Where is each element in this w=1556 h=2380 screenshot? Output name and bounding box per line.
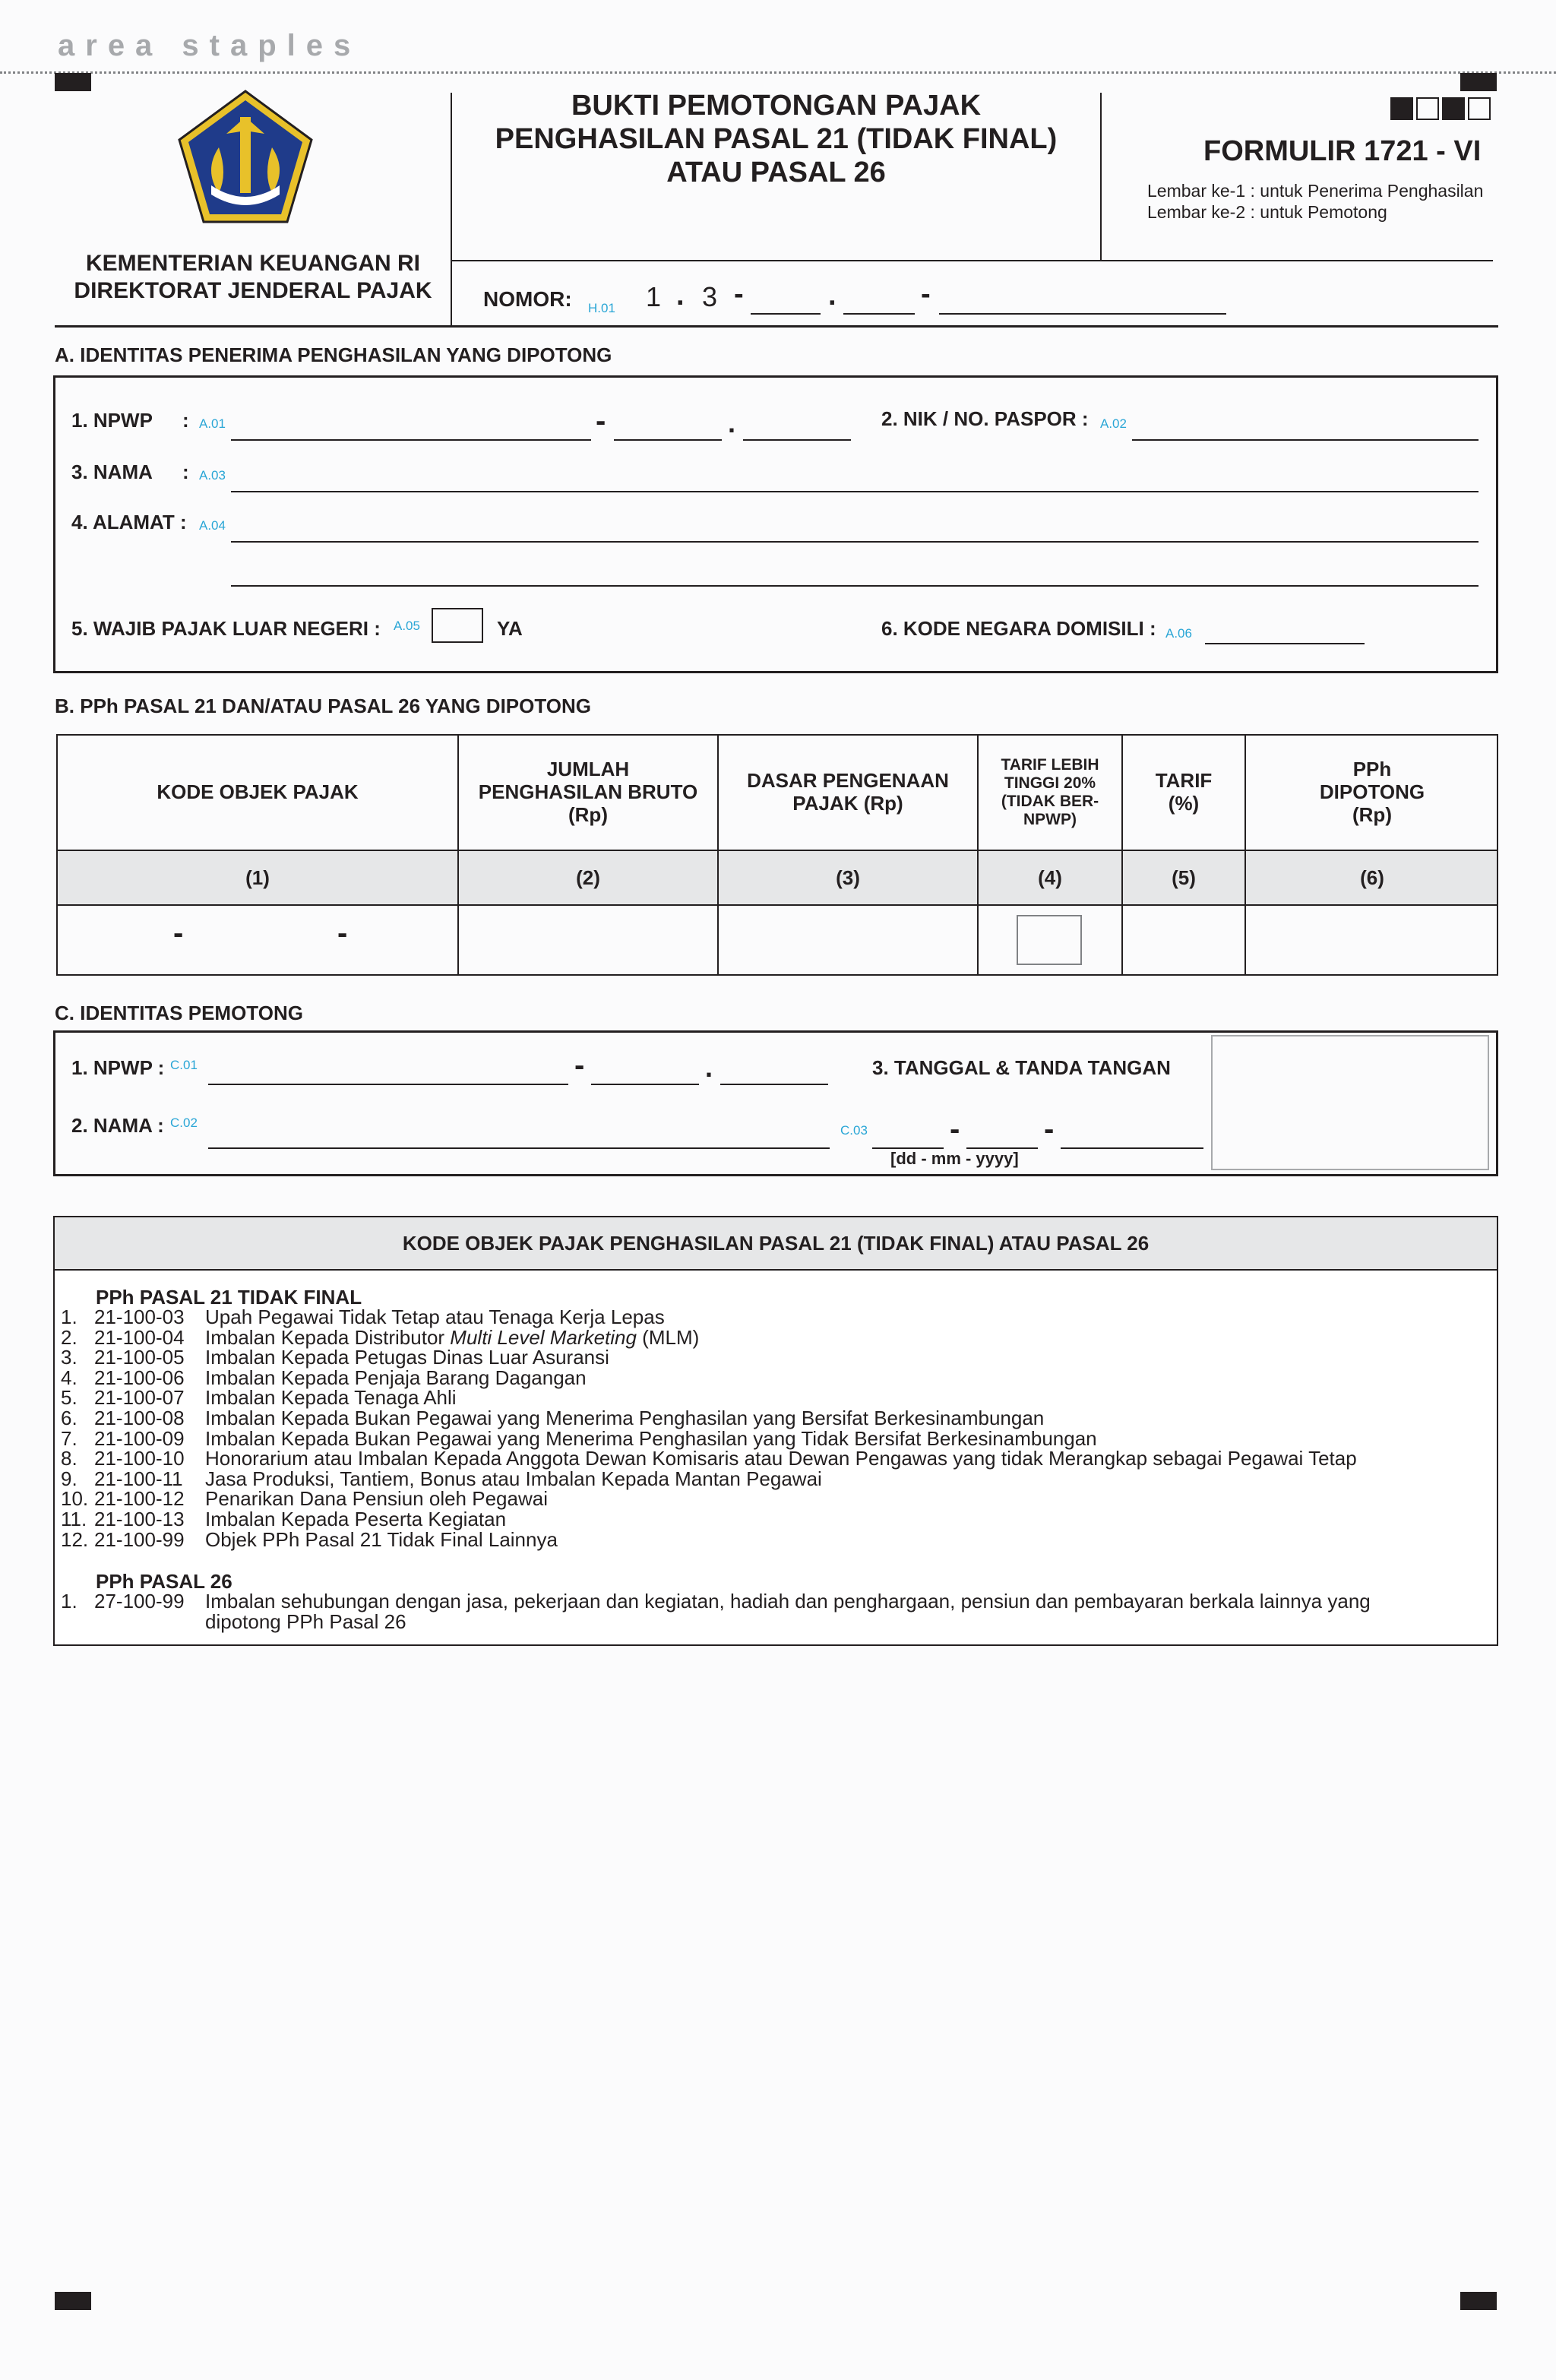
kode-objek-row-no: 4.	[61, 1366, 77, 1389]
kode-objek-row-code: 21-100-08	[94, 1407, 185, 1429]
form-title-line3: ATAU PASAL 26	[666, 157, 886, 188]
sheet-note-2: Lembar ke-2 : untuk Pemotong	[1147, 202, 1387, 222]
header-divider-right	[1100, 93, 1102, 261]
nomor-field-1[interactable]	[751, 313, 821, 315]
kode-objek-row-no: 5.	[61, 1386, 77, 1410]
registration-mark-bottom-left	[55, 2292, 91, 2310]
kode-objek-row-no: 2.	[61, 1325, 77, 1349]
col-number-5: (5)	[1172, 866, 1196, 889]
kode-objek-row-desc: Imbalan Kepada Bukan Pegawai yang Menerima Penghasilan yang Bersifat Berkesinambungan	[205, 1407, 1045, 1429]
tanggal-code: C.03	[840, 1123, 868, 1138]
org-name-line2: DIREKTORAT JENDERAL PAJAK	[74, 278, 432, 303]
npwp-field-3[interactable]	[743, 439, 851, 441]
kode-negara-label: 6. KODE NEGARA DOMISILI :	[881, 617, 1156, 640]
kode-objek-row-code: 21-100-06	[94, 1366, 185, 1389]
group2-title: PPh PASAL 26	[96, 1570, 232, 1593]
col-header-tarif: TARIF (%)	[1155, 769, 1213, 815]
kode-objek-row-code: 21-100-05	[94, 1346, 185, 1369]
registration-mark-top-right	[1460, 73, 1497, 91]
col-header-tarif-lebih-tinggi: TARIF LEBIH TINGGI 20% (TIDAK BER-NPWP)	[1001, 755, 1099, 829]
col-number-4: (4)	[1038, 866, 1062, 889]
npwp-field-1[interactable]	[231, 439, 591, 441]
kode-negara-field[interactable]	[1205, 643, 1365, 644]
section-a-title: A. IDENTITAS PENERIMA PENGHASILAN YANG DIPOTONG	[55, 343, 612, 366]
registration-mark-top-left	[55, 73, 91, 91]
wpln-code: A.05	[394, 619, 420, 633]
col-header-penghasilan-bruto: JUMLAH PENGHASILAN BRUTO (Rp)	[478, 758, 698, 826]
kode-objek-row-no: 9.	[61, 1467, 77, 1490]
kode-objek-row-desc: Imbalan Kepada Bukan Pegawai yang Menerima Penghasilan yang Tidak Bersifat Berkesinambungan	[205, 1426, 1097, 1450]
kode-objek-row-desc: Penarikan Dana Pensiun oleh Pegawai	[205, 1487, 548, 1511]
nomor-dot: .	[676, 280, 685, 312]
kode-objek-row-desc: Imbalan Kepada Petugas Dinas Luar Asuransi	[205, 1346, 609, 1369]
kode-objek-row-desc: Imbalan Kepada Peserta Kegiatan	[205, 1508, 507, 1530]
pemotong-npwp-dash: -	[574, 1049, 585, 1082]
kode-objek-row-no: 6.	[61, 1407, 77, 1429]
npwp-colon: :	[182, 409, 189, 432]
group1-title: PPh PASAL 21 TIDAK FINAL	[96, 1286, 362, 1309]
kode-objek-row-no: 10.	[61, 1487, 89, 1511]
col-header-kode-objek: KODE OBJEK PAJAK	[157, 780, 359, 804]
nama-label: 3. NAMA	[71, 460, 153, 483]
col-header-pph-dipotong: PPh DIPOTONG (Rp)	[1319, 758, 1425, 826]
kode-objek-row-desc: Upah Pegawai Tidak Tetap atau Tenaga Kerja Lepas	[205, 1306, 665, 1328]
nomor-field-3[interactable]	[939, 313, 1226, 315]
tanggal-label: 3. TANGGAL & TANDA TANGAN	[872, 1056, 1171, 1079]
kode-objek-row-code: 21-100-04	[94, 1325, 185, 1349]
nomor-dash-2: -	[921, 278, 931, 310]
date-format-hint: [dd - mm - yyyy]	[890, 1149, 1019, 1168]
group2-row-no: 1.	[61, 1590, 77, 1613]
kode-objek-row-desc: Objek PPh Pasal 21 Tidak Final Lainnya	[205, 1527, 558, 1551]
group2-row-desc-line1: Imbalan sehubungan dengan jasa, pekerjaan dan kegiatan, hadiah dan penghargaan, pensiun dan pembayaran berkala lainnya yang	[205, 1590, 1371, 1613]
pemotong-npwp-field-2[interactable]	[591, 1084, 699, 1085]
form-title-line2: PENGHASILAN PASAL 21 (TIDAK FINAL)	[495, 123, 1058, 155]
nomor-field-2[interactable]	[843, 313, 915, 315]
pemotong-npwp-code: C.01	[170, 1058, 198, 1072]
nomor-dot-2: .	[828, 280, 837, 312]
pemotong-nama-field[interactable]	[208, 1147, 830, 1149]
kode-objek-row-desc: Imbalan Kepada Penjaja Barang Dagangan	[205, 1366, 587, 1389]
sheet-indicator-squares	[1390, 97, 1491, 120]
kode-objek-legend-title: KODE OBJEK PAJAK PENGHASILAN PASAL 21 (TIDAK FINAL) ATAU PASAL 26	[402, 1231, 1150, 1255]
alamat-field-line1[interactable]	[231, 541, 1479, 543]
kode-objek-row-code: 21-100-13	[94, 1508, 185, 1530]
kode-objek-input[interactable]	[61, 907, 456, 974]
alamat-code: A.04	[199, 518, 226, 533]
tarif-input[interactable]	[1124, 907, 1243, 974]
org-name-line1: KEMENTERIAN KEUANGAN RI	[85, 251, 420, 276]
kode-objek-row-no: 3.	[61, 1346, 77, 1369]
col-number-2: (2)	[576, 866, 600, 889]
nomor-prefix-2: 3	[702, 281, 718, 312]
nomor-prefix-1: 1	[646, 281, 662, 312]
wpln-ya-label: YA	[497, 617, 523, 640]
npwp-dot: .	[728, 407, 736, 438]
kode-objek-row-desc: Imbalan Kepada Tenaga Ahli	[205, 1386, 457, 1410]
staples-label: area staples	[58, 29, 362, 62]
kode-objek-row-desc: Honorarium atau Imbalan Kepada Anggota Dewan Komisaris atau Dewan Pengawas yang tidak Merangkap sebagai Pegawai Tetap	[205, 1447, 1357, 1470]
nik-code: A.02	[1100, 416, 1127, 431]
col-number-6: (6)	[1360, 866, 1384, 889]
form-title-line1: BUKTI PEMOTONGAN PAJAK	[571, 90, 982, 122]
kode-objek-row-no: 8.	[61, 1447, 77, 1470]
kode-objek-row-code: 21-100-99	[94, 1527, 185, 1551]
pemotong-npwp-field-3[interactable]	[720, 1084, 828, 1085]
group2-row-desc-line2: dipotong PPh Pasal 26	[205, 1610, 406, 1633]
pemotong-npwp-field-1[interactable]	[208, 1084, 568, 1085]
signature-box[interactable]	[1211, 1035, 1489, 1170]
kode-objek-dash-1: -	[173, 916, 184, 950]
kode-objek-row-no: 11.	[61, 1508, 87, 1530]
kemenkeu-logo	[173, 87, 318, 231]
tarif-lebih-tinggi-checkbox[interactable]	[1017, 915, 1082, 965]
npwp-dash: -	[596, 404, 606, 438]
wpln-checkbox[interactable]	[432, 608, 483, 643]
pemotong-npwp-dot: .	[705, 1052, 713, 1083]
kode-objek-row-desc: Imbalan Kepada Distributor Multi Level Marketing (MLM)	[205, 1325, 700, 1349]
kode-objek-row-code: 21-100-07	[94, 1386, 185, 1410]
section-b-title: B. PPh PASAL 21 DAN/ATAU PASAL 26 YANG DIPOTONG	[55, 695, 591, 717]
nomor-label: NOMOR:	[483, 287, 572, 311]
tanggal-yyyy-field[interactable]	[1061, 1147, 1203, 1149]
pph-dipotong-input[interactable]	[1248, 907, 1497, 974]
npwp-field-2[interactable]	[614, 439, 722, 441]
header-rule	[452, 260, 1493, 261]
nama-field[interactable]	[231, 491, 1479, 492]
kode-objek-row-no: 12.	[61, 1527, 89, 1551]
npwp-code: A.01	[199, 416, 226, 431]
group2-row-code: 27-100-99	[94, 1590, 185, 1613]
wpln-label: 5. WAJIB PAJAK LUAR NEGERI :	[71, 617, 381, 640]
kode-objek-row-no: 7.	[61, 1426, 77, 1450]
penghasilan-bruto-input[interactable]	[460, 907, 716, 974]
nama-code: A.03	[199, 468, 226, 483]
nomor-code: H.01	[588, 301, 615, 315]
nik-label: 2. NIK / NO. PASPOR :	[881, 407, 1089, 430]
alamat-label: 4. ALAMAT :	[71, 511, 187, 533]
kode-objek-dash-2: -	[337, 916, 348, 950]
col-header-dpp: DASAR PENGENAAN PAJAK (Rp)	[747, 769, 949, 815]
pemotong-nama-label: 2. NAMA :	[71, 1114, 164, 1137]
pemotong-npwp-label: 1. NPWP :	[71, 1056, 165, 1079]
header-bottom-rule	[55, 325, 1498, 328]
form-number: FORMULIR 1721 - VI	[1203, 135, 1482, 167]
kode-objek-row-no: 1.	[61, 1306, 77, 1328]
kode-negara-code: A.06	[1165, 626, 1192, 641]
kode-objek-legend-header	[55, 1217, 1497, 1271]
col-number-1: (1)	[245, 866, 270, 889]
section-b-number-rule	[56, 904, 1498, 906]
dpp-input[interactable]	[720, 907, 976, 974]
tanggal-dash-2: -	[1044, 1112, 1055, 1146]
section-c-title: C. IDENTITAS PEMOTONG	[55, 1002, 303, 1024]
nomor-dash-1: -	[734, 278, 744, 310]
kode-objek-row-code: 21-100-12	[94, 1487, 185, 1511]
col-number-3: (3)	[836, 866, 860, 889]
npwp-label: 1. NPWP	[71, 409, 153, 432]
kode-objek-row-code: 21-100-09	[94, 1426, 185, 1450]
kode-objek-row-code: 21-100-10	[94, 1447, 185, 1470]
pemotong-nama-code: C.02	[170, 1116, 198, 1130]
registration-mark-bottom-right	[1460, 2292, 1497, 2310]
tanggal-dash-1: -	[950, 1112, 960, 1146]
alamat-field-line2[interactable]	[231, 585, 1479, 587]
staples-cut-line	[0, 71, 1556, 74]
kode-objek-row-desc: Jasa Produksi, Tantiem, Bonus atau Imbalan Kepada Mantan Pegawai	[205, 1467, 822, 1490]
sheet-note-1: Lembar ke-1 : untuk Penerima Penghasilan	[1147, 181, 1484, 201]
nama-colon: :	[182, 460, 189, 483]
nik-field[interactable]	[1132, 439, 1479, 441]
kode-objek-row-code: 21-100-03	[94, 1306, 185, 1328]
kode-objek-row-code: 21-100-11	[94, 1467, 183, 1490]
